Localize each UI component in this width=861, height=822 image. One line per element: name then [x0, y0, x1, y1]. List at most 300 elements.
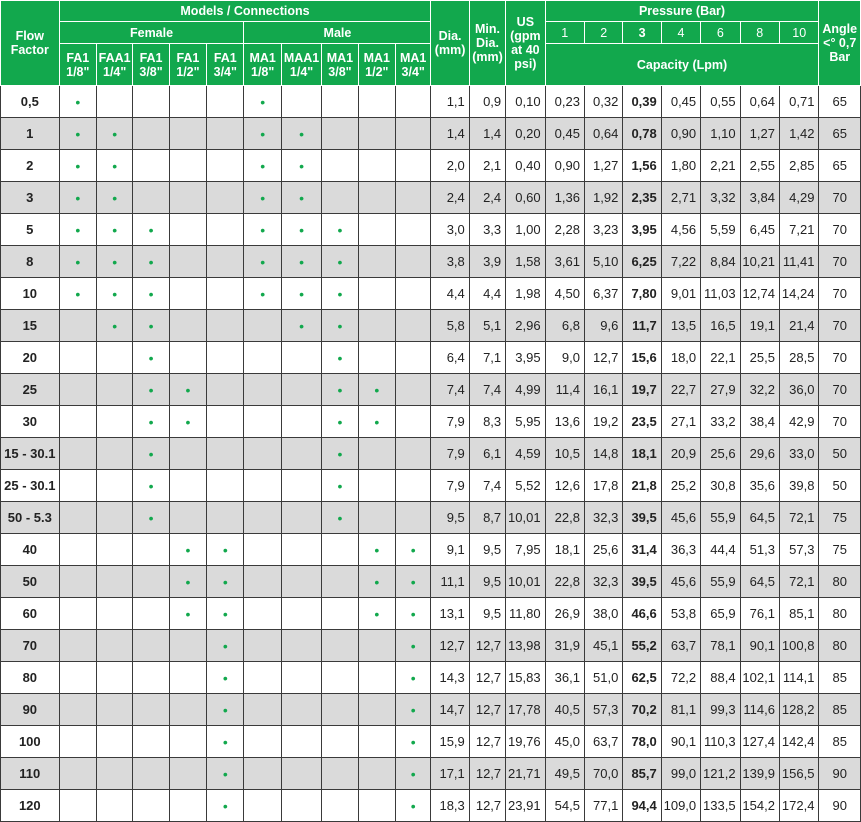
angle-header: Angle <° 0,7 Bar: [819, 1, 861, 86]
connection-cell: [358, 470, 395, 502]
capacity-cell: 0,78: [623, 118, 661, 150]
capacity-cell: 27,1: [661, 406, 700, 438]
availability-dot-icon: •: [222, 541, 228, 558]
availability-dot-icon: •: [374, 573, 380, 590]
availability-dot-icon: •: [410, 733, 416, 750]
availability-dot-icon: •: [299, 285, 304, 302]
capacity-cell: 25,2: [661, 470, 700, 502]
connection-cell: [244, 694, 281, 726]
capacity-cell: 3,61: [545, 246, 584, 278]
dia-cell: 7,4: [431, 374, 469, 406]
min-dia-header: Min. Dia. (mm): [469, 1, 505, 86]
availability-dot-icon: •: [75, 253, 81, 270]
table-row: [1, 214, 861, 246]
connection-cell: [358, 182, 395, 214]
dia-cell: 2,0: [431, 150, 469, 182]
connection-cell: [207, 246, 244, 278]
connection-cell: [169, 630, 206, 662]
capacity-cell: 31,4: [623, 534, 661, 566]
connection-cell: [169, 86, 206, 118]
capacity-cell: 62,5: [623, 662, 661, 694]
angle-cell: 80: [819, 630, 861, 662]
capacity-cell: 1,36: [545, 182, 584, 214]
capacity-cell: 45,6: [661, 566, 700, 598]
connection-cell: [244, 118, 281, 150]
flow-factor-cell: 50 - 5.3: [1, 502, 60, 534]
connection-cell: [244, 470, 281, 502]
connection-cell: [322, 342, 358, 374]
connection-cell: [396, 598, 431, 630]
capacity-cell: 0,45: [545, 118, 584, 150]
connection-cell: [358, 758, 395, 790]
capacity-cell: 32,3: [584, 502, 622, 534]
capacity-cell: 3,95: [623, 214, 661, 246]
connection-cell: [322, 150, 358, 182]
capacity-cell: 45,1: [584, 630, 622, 662]
connection-cell: [133, 86, 169, 118]
availability-dot-icon: •: [374, 381, 380, 398]
min-dia-cell: 7,4: [469, 374, 505, 406]
capacity-cell: 22,8: [545, 502, 584, 534]
availability-dot-icon: •: [260, 125, 266, 142]
capacity-cell: 2,85: [779, 150, 819, 182]
capacity-cell: 0,90: [661, 118, 700, 150]
connection-cell: [59, 342, 96, 374]
min-dia-cell: 1,4: [469, 118, 505, 150]
models-connections-header: Models / Connections: [59, 1, 431, 22]
angle-cell: 80: [819, 566, 861, 598]
connection-cell: [207, 278, 244, 310]
connection-cell: [281, 214, 321, 246]
connection-cell: [322, 470, 358, 502]
connection-cell: [59, 86, 96, 118]
connection-cell: [244, 182, 281, 214]
capacity-cell: 70,2: [623, 694, 661, 726]
flow-factor-cell: 25: [1, 374, 60, 406]
connection-cell: [322, 214, 358, 246]
table-row: [1, 566, 861, 598]
capacity-cell: 45,6: [661, 502, 700, 534]
capacity-cell: 172,4: [779, 790, 819, 822]
dia-cell: 17,1: [431, 758, 469, 790]
connection-cell: [396, 310, 431, 342]
us-gpm-header: US (gpm at 40 psi): [506, 1, 545, 86]
availability-dot-icon: •: [222, 605, 228, 622]
connection-cell: [281, 598, 321, 630]
connection-cell: [96, 406, 132, 438]
table-row: [1, 694, 861, 726]
connection-cell: [96, 438, 132, 470]
connection-cell: [322, 86, 358, 118]
connection-cell: [207, 214, 244, 246]
capacity-cell: 32,3: [584, 566, 622, 598]
capacity-cell: 70,0: [584, 758, 622, 790]
connection-cell: [244, 502, 281, 534]
availability-dot-icon: •: [185, 541, 191, 558]
connection-cell: [169, 214, 206, 246]
capacity-cell: 6,8: [545, 310, 584, 342]
availability-dot-icon: •: [75, 125, 81, 142]
capacity-cell: 55,9: [701, 566, 740, 598]
capacity-cell: 55,9: [701, 502, 740, 534]
angle-cell: 85: [819, 662, 861, 694]
capacity-cell: 72,2: [661, 662, 700, 694]
capacity-cell: 63,7: [661, 630, 700, 662]
angle-cell: 70: [819, 342, 861, 374]
capacity-cell: 16,1: [584, 374, 622, 406]
capacity-cell: 13,5: [661, 310, 700, 342]
table-row: [1, 598, 861, 630]
dia-cell: 18,3: [431, 790, 469, 822]
connection-cell: [133, 694, 169, 726]
connection-cell: [358, 374, 395, 406]
capacity-cell: 6,37: [584, 278, 622, 310]
connection-cell: [59, 598, 96, 630]
angle-cell: 70: [819, 310, 861, 342]
availability-dot-icon: •: [299, 221, 304, 238]
dia-cell: 1,4: [431, 118, 469, 150]
connection-cell: [169, 278, 206, 310]
connection-cell: [133, 246, 169, 278]
capacity-cell: 102,1: [740, 662, 779, 694]
us-gpm-cell: 23,91: [506, 790, 545, 822]
connection-cell: [281, 566, 321, 598]
capacity-cell: 63,7: [584, 726, 622, 758]
connection-cell: [396, 694, 431, 726]
connection-cell: [281, 534, 321, 566]
connection-cell: [281, 470, 321, 502]
availability-dot-icon: •: [337, 285, 343, 302]
connection-cell: [281, 694, 321, 726]
connection-cell: [133, 150, 169, 182]
connection-cell: [396, 374, 431, 406]
availability-dot-icon: •: [337, 413, 343, 430]
connection-cell: [59, 246, 96, 278]
connection-cell: [281, 630, 321, 662]
capacity-cell: 46,6: [623, 598, 661, 630]
connection-cell: [59, 758, 96, 790]
capacity-cell: 4,29: [779, 182, 819, 214]
connection-cell: [358, 342, 395, 374]
capacity-cell: 21,8: [623, 470, 661, 502]
availability-dot-icon: •: [299, 189, 304, 206]
table-row: [1, 470, 861, 502]
connection-cell: [96, 310, 132, 342]
connection-cell: [396, 150, 431, 182]
capacity-header: Capacity (Lpm): [545, 44, 819, 86]
capacity-cell: 25,5: [740, 342, 779, 374]
conn-maa1-1-4-header: MAA1 1/4": [281, 44, 321, 86]
connection-cell: [169, 438, 206, 470]
availability-dot-icon: •: [148, 381, 154, 398]
connection-cell: [396, 406, 431, 438]
connection-cell: [169, 374, 206, 406]
connection-cell: [133, 182, 169, 214]
capacity-cell: 0,64: [584, 118, 622, 150]
connection-cell: [169, 470, 206, 502]
capacity-cell: 14,8: [584, 438, 622, 470]
connection-cell: [244, 566, 281, 598]
connection-cell: [396, 758, 431, 790]
availability-dot-icon: •: [148, 253, 154, 270]
us-gpm-cell: 1,98: [506, 278, 545, 310]
connection-cell: [96, 502, 132, 534]
capacity-cell: 6,45: [740, 214, 779, 246]
capacity-cell: 0,45: [661, 86, 700, 118]
angle-cell: 75: [819, 502, 861, 534]
capacity-cell: 85,1: [779, 598, 819, 630]
min-dia-cell: 7,1: [469, 342, 505, 374]
min-dia-cell: 4,4: [469, 278, 505, 310]
connection-cell: [322, 502, 358, 534]
capacity-cell: 2,28: [545, 214, 584, 246]
capacity-cell: 22,1: [701, 342, 740, 374]
availability-dot-icon: •: [148, 317, 154, 334]
connection-cell: [322, 182, 358, 214]
availability-dot-icon: •: [112, 285, 118, 302]
capacity-cell: 45,0: [545, 726, 584, 758]
availability-dot-icon: •: [374, 541, 380, 558]
capacity-cell: 90,1: [661, 726, 700, 758]
capacity-cell: 38,0: [584, 598, 622, 630]
us-gpm-cell: 10,01: [506, 566, 545, 598]
angle-cell: 50: [819, 438, 861, 470]
capacity-cell: 51,3: [740, 534, 779, 566]
capacity-cell: 10,5: [545, 438, 584, 470]
connection-cell: [207, 342, 244, 374]
connection-cell: [59, 502, 96, 534]
connection-cell: [396, 566, 431, 598]
capacity-cell: 1,27: [584, 150, 622, 182]
connection-cell: [322, 278, 358, 310]
connection-cell: [244, 342, 281, 374]
connection-cell: [322, 694, 358, 726]
pressure-8-header: 8: [740, 22, 779, 44]
angle-cell: 65: [819, 86, 861, 118]
connection-cell: [244, 246, 281, 278]
pressure-2-header: 2: [584, 22, 622, 44]
connection-cell: [207, 694, 244, 726]
capacity-cell: 53,8: [661, 598, 700, 630]
min-dia-cell: 12,7: [469, 662, 505, 694]
availability-dot-icon: •: [410, 573, 416, 590]
us-gpm-cell: 17,78: [506, 694, 545, 726]
capacity-cell: 85,7: [623, 758, 661, 790]
capacity-cell: 8,84: [701, 246, 740, 278]
table-row: [1, 342, 861, 374]
capacity-cell: 5,59: [701, 214, 740, 246]
connection-cell: [133, 566, 169, 598]
availability-dot-icon: •: [222, 701, 228, 718]
availability-dot-icon: •: [410, 797, 416, 814]
capacity-cell: 139,9: [740, 758, 779, 790]
connection-cell: [281, 182, 321, 214]
flow-factor-cell: 100: [1, 726, 60, 758]
capacity-cell: 88,4: [701, 662, 740, 694]
capacity-cell: 78,1: [701, 630, 740, 662]
capacity-cell: 20,9: [661, 438, 700, 470]
table-row: [1, 374, 861, 406]
pressure-10-header: 10: [779, 22, 819, 44]
connection-cell: [281, 374, 321, 406]
capacity-cell: 19,7: [623, 374, 661, 406]
pressure-3-header: 3: [623, 22, 661, 44]
connection-cell: [96, 726, 132, 758]
connection-cell: [96, 86, 132, 118]
connection-cell: [358, 118, 395, 150]
connection-cell: [169, 150, 206, 182]
availability-dot-icon: •: [222, 669, 228, 686]
conn-fa1-1-8-header: FA1 1/8": [59, 44, 96, 86]
capacity-cell: 21,4: [779, 310, 819, 342]
us-gpm-cell: 1,00: [506, 214, 545, 246]
connection-cell: [358, 246, 395, 278]
connection-cell: [133, 502, 169, 534]
capacity-cell: 9,6: [584, 310, 622, 342]
availability-dot-icon: •: [337, 349, 343, 366]
capacity-cell: 12,74: [740, 278, 779, 310]
conn-fa1-3-8-header: FA1 3/8": [133, 44, 169, 86]
connection-cell: [281, 150, 321, 182]
us-gpm-cell: 1,58: [506, 246, 545, 278]
capacity-cell: 44,4: [701, 534, 740, 566]
availability-dot-icon: •: [75, 93, 81, 110]
capacity-cell: 99,0: [661, 758, 700, 790]
flow-factor-cell: 15 - 30.1: [1, 438, 60, 470]
connection-cell: [169, 502, 206, 534]
availability-dot-icon: •: [299, 317, 304, 334]
connection-cell: [358, 630, 395, 662]
connection-cell: [322, 374, 358, 406]
connection-cell: [322, 566, 358, 598]
flow-factor-cell: 1: [1, 118, 60, 150]
connection-cell: [133, 534, 169, 566]
connection-cell: [59, 662, 96, 694]
capacity-cell: 22,7: [661, 374, 700, 406]
connection-cell: [207, 630, 244, 662]
male-header: Male: [244, 22, 431, 44]
angle-cell: 70: [819, 278, 861, 310]
connection-cell: [169, 758, 206, 790]
min-dia-cell: 2,1: [469, 150, 505, 182]
connection-cell: [396, 246, 431, 278]
min-dia-cell: 5,1: [469, 310, 505, 342]
capacity-cell: 128,2: [779, 694, 819, 726]
availability-dot-icon: •: [374, 413, 380, 430]
capacity-cell: 40,5: [545, 694, 584, 726]
capacity-cell: 1,56: [623, 150, 661, 182]
availability-dot-icon: •: [148, 509, 154, 526]
us-gpm-cell: 15,83: [506, 662, 545, 694]
dia-cell: 13,1: [431, 598, 469, 630]
connection-cell: [207, 406, 244, 438]
capacity-cell: 10,21: [740, 246, 779, 278]
connection-cell: [281, 438, 321, 470]
connection-cell: [133, 406, 169, 438]
connection-cell: [59, 406, 96, 438]
availability-dot-icon: •: [185, 573, 191, 590]
connection-cell: [358, 598, 395, 630]
connection-cell: [133, 726, 169, 758]
availability-dot-icon: •: [410, 669, 416, 686]
availability-dot-icon: •: [337, 253, 343, 270]
capacity-cell: 54,5: [545, 790, 584, 822]
table-body: [1, 86, 861, 822]
us-gpm-cell: 5,95: [506, 406, 545, 438]
dia-cell: 15,9: [431, 726, 469, 758]
connection-cell: [281, 502, 321, 534]
connection-cell: [169, 534, 206, 566]
connection-cell: [207, 758, 244, 790]
min-dia-cell: 12,7: [469, 790, 505, 822]
flow-factor-cell: 20: [1, 342, 60, 374]
availability-dot-icon: •: [112, 189, 118, 206]
angle-cell: 70: [819, 182, 861, 214]
capacity-cell: 6,25: [623, 246, 661, 278]
flow-factor-cell: 30: [1, 406, 60, 438]
capacity-cell: 0,39: [623, 86, 661, 118]
availability-dot-icon: •: [410, 605, 416, 622]
flow-factor-cell: 10: [1, 278, 60, 310]
availability-dot-icon: •: [410, 637, 416, 654]
connection-cell: [133, 214, 169, 246]
connection-cell: [244, 438, 281, 470]
connection-cell: [207, 726, 244, 758]
capacity-cell: 16,5: [701, 310, 740, 342]
connection-cell: [207, 566, 244, 598]
capacity-cell: 36,1: [545, 662, 584, 694]
availability-dot-icon: •: [185, 605, 191, 622]
connection-cell: [133, 598, 169, 630]
connection-cell: [358, 566, 395, 598]
availability-dot-icon: •: [260, 157, 266, 174]
connection-cell: [207, 502, 244, 534]
availability-dot-icon: •: [337, 221, 343, 238]
angle-cell: 80: [819, 598, 861, 630]
capacity-cell: 51,0: [584, 662, 622, 694]
capacity-cell: 18,0: [661, 342, 700, 374]
connection-cell: [244, 374, 281, 406]
capacity-cell: 55,2: [623, 630, 661, 662]
connection-cell: [244, 662, 281, 694]
connection-cell: [322, 758, 358, 790]
connection-cell: [133, 758, 169, 790]
availability-dot-icon: •: [112, 157, 118, 174]
capacity-cell: 33,0: [779, 438, 819, 470]
angle-cell: 70: [819, 246, 861, 278]
connection-cell: [358, 726, 395, 758]
connection-cell: [322, 598, 358, 630]
capacity-cell: 76,1: [740, 598, 779, 630]
capacity-cell: 1,80: [661, 150, 700, 182]
angle-cell: 70: [819, 374, 861, 406]
connection-cell: [396, 86, 431, 118]
connection-cell: [322, 246, 358, 278]
connection-cell: [322, 630, 358, 662]
availability-dot-icon: •: [374, 605, 380, 622]
table-row: [1, 278, 861, 310]
pressure-header: Pressure (Bar): [545, 1, 819, 22]
us-gpm-cell: 4,59: [506, 438, 545, 470]
connection-cell: [59, 150, 96, 182]
connection-cell: [358, 278, 395, 310]
connection-cell: [396, 438, 431, 470]
availability-dot-icon: •: [112, 221, 118, 238]
availability-dot-icon: •: [185, 413, 191, 430]
connection-cell: [322, 118, 358, 150]
capacity-cell: 11,41: [779, 246, 819, 278]
conn-fa1-3-4-header: FA1 3/4": [207, 44, 244, 86]
